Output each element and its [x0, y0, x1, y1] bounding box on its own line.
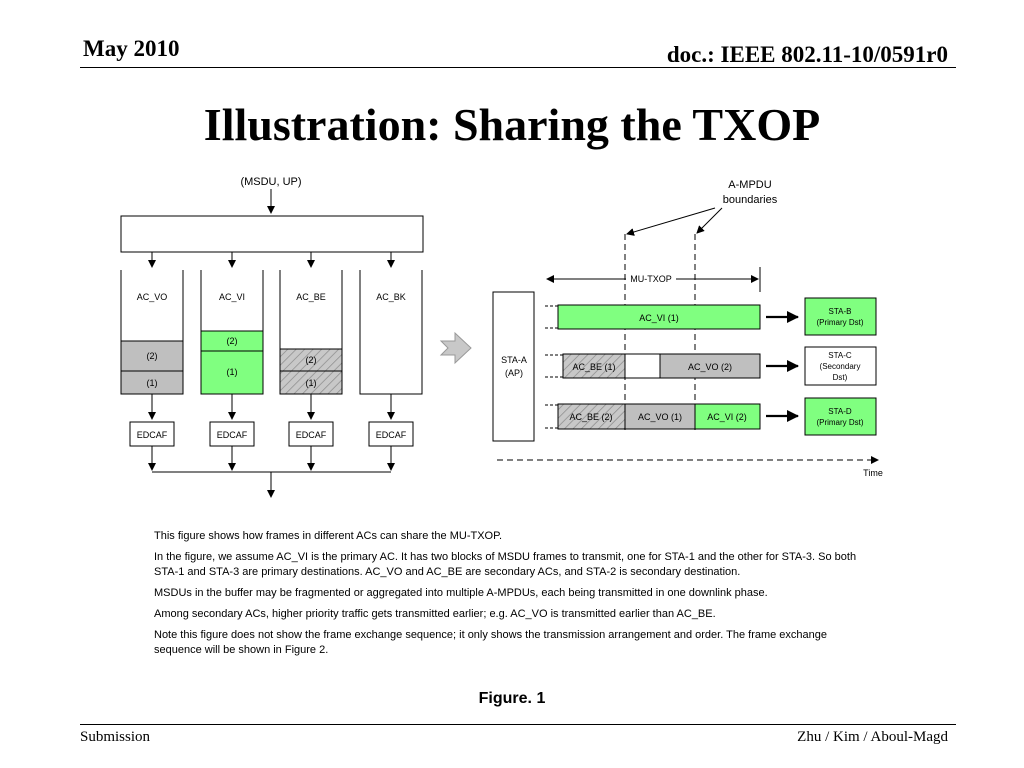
queue-block-label: (1) [226, 367, 238, 377]
description-paragraph: This figure shows how frames in different ACs can share the MU-TXOP. [154, 530, 503, 542]
station-label: STA-A [501, 355, 527, 365]
queue-ac-vi [201, 252, 263, 394]
transition-arrow [441, 333, 471, 363]
segment-label: AC_VI (1) [639, 313, 679, 323]
dest-label: (Secondary [819, 362, 861, 371]
header-date: May 2010 [83, 36, 180, 61]
figure-caption: Figure. 1 [478, 690, 546, 707]
edcaf-label: EDCAF [295, 430, 327, 440]
segment-label: AC_VI (2) [707, 412, 747, 422]
queue-block-label: (1) [305, 378, 317, 388]
mpdu-label-line2: boundaries [722, 194, 778, 206]
description-paragraph: Among secondary ACs, higher priority traffic gets transmitted earlier; e.g. AC_VO is transmitted earlier than AC_BE. [154, 608, 716, 620]
txop-label: MU-TXOP [630, 274, 672, 284]
queue-ac-vo [121, 252, 183, 394]
station-label: (AP) [505, 368, 523, 378]
tx-row-2 [545, 347, 876, 385]
queue-block-label: (2) [146, 351, 158, 361]
dest-sta-b [805, 298, 876, 335]
tx-row-1 [545, 298, 876, 335]
queue-block-label: (2) [305, 355, 317, 365]
queue-label: AC_BE [296, 292, 326, 302]
slide-title: Illustration: Sharing the TXOP [203, 99, 821, 150]
classifier-box [121, 216, 423, 252]
dest-label: STA-B [828, 307, 852, 316]
input-label: (MSDU, UP) [240, 176, 302, 188]
dest-label: Dst) [832, 373, 848, 382]
time-label: Time [863, 468, 883, 478]
footer-authors: Zhu / Kim / Aboul-Magd [797, 729, 948, 745]
edcaf-group [130, 394, 413, 497]
dest-label: STA-D [828, 407, 852, 416]
description-paragraph: In the figure, we assume AC_VI is the primary AC. It has two blocks of MSDU frames to transmit, one for STA-1 and the other for STA-3. So both STA-1 and STA-3 are primary destinations. AC_VO and AC_BE are secondary ACs, and STA-2 is secondary destination. [154, 551, 857, 578]
queue-label: AC_VI [218, 292, 246, 302]
queue-group [121, 252, 422, 394]
mpdu-pointer [627, 208, 715, 234]
station-box [493, 292, 534, 441]
header-doc-id: doc.: IEEE 802.11-10/0591r0 [666, 42, 948, 67]
description-paragraph: Note this figure does not show the frame exchange sequence; it only shows the transmission arrangement and order. The frame exchange sequence will be shown in Figure 2. [154, 629, 828, 656]
edcaf-label: EDCAF [375, 430, 407, 440]
segment-label: AC_BE (1) [572, 362, 616, 372]
description-paragraph: MSDUs in the buffer may be fragmented or aggregated into multiple A-MPDUs, each being transmitted in one downlink phase. [154, 587, 768, 599]
edcaf-label: EDCAF [136, 430, 168, 440]
queue-block-label: (2) [226, 336, 238, 346]
dest-label: (Primary Dst) [816, 318, 864, 327]
queue-outline [360, 270, 422, 394]
queue-label: AC_BK [376, 292, 406, 302]
segment-gap [625, 354, 660, 378]
edcaf-label: EDCAF [216, 430, 248, 440]
footer-rule [80, 724, 956, 725]
tx-row-3 [545, 398, 876, 435]
segment-label: AC_BE (2) [569, 412, 613, 422]
queue-block-label: (1) [146, 378, 158, 388]
queue-ac-bk [360, 252, 422, 394]
dest-label: (Primary Dst) [816, 418, 864, 427]
footer-submission: Submission [80, 729, 151, 745]
queue-label: AC_VO [136, 292, 168, 302]
dest-sta-d [805, 398, 876, 435]
dest-label: STA-C [828, 351, 852, 360]
segment-label: AC_VO (1) [637, 412, 683, 422]
segment-label: AC_VO (2) [687, 362, 733, 372]
mpdu-label-line1: A-MPDU [728, 179, 772, 191]
description [154, 529, 874, 664]
queue-ac-be [280, 252, 342, 394]
